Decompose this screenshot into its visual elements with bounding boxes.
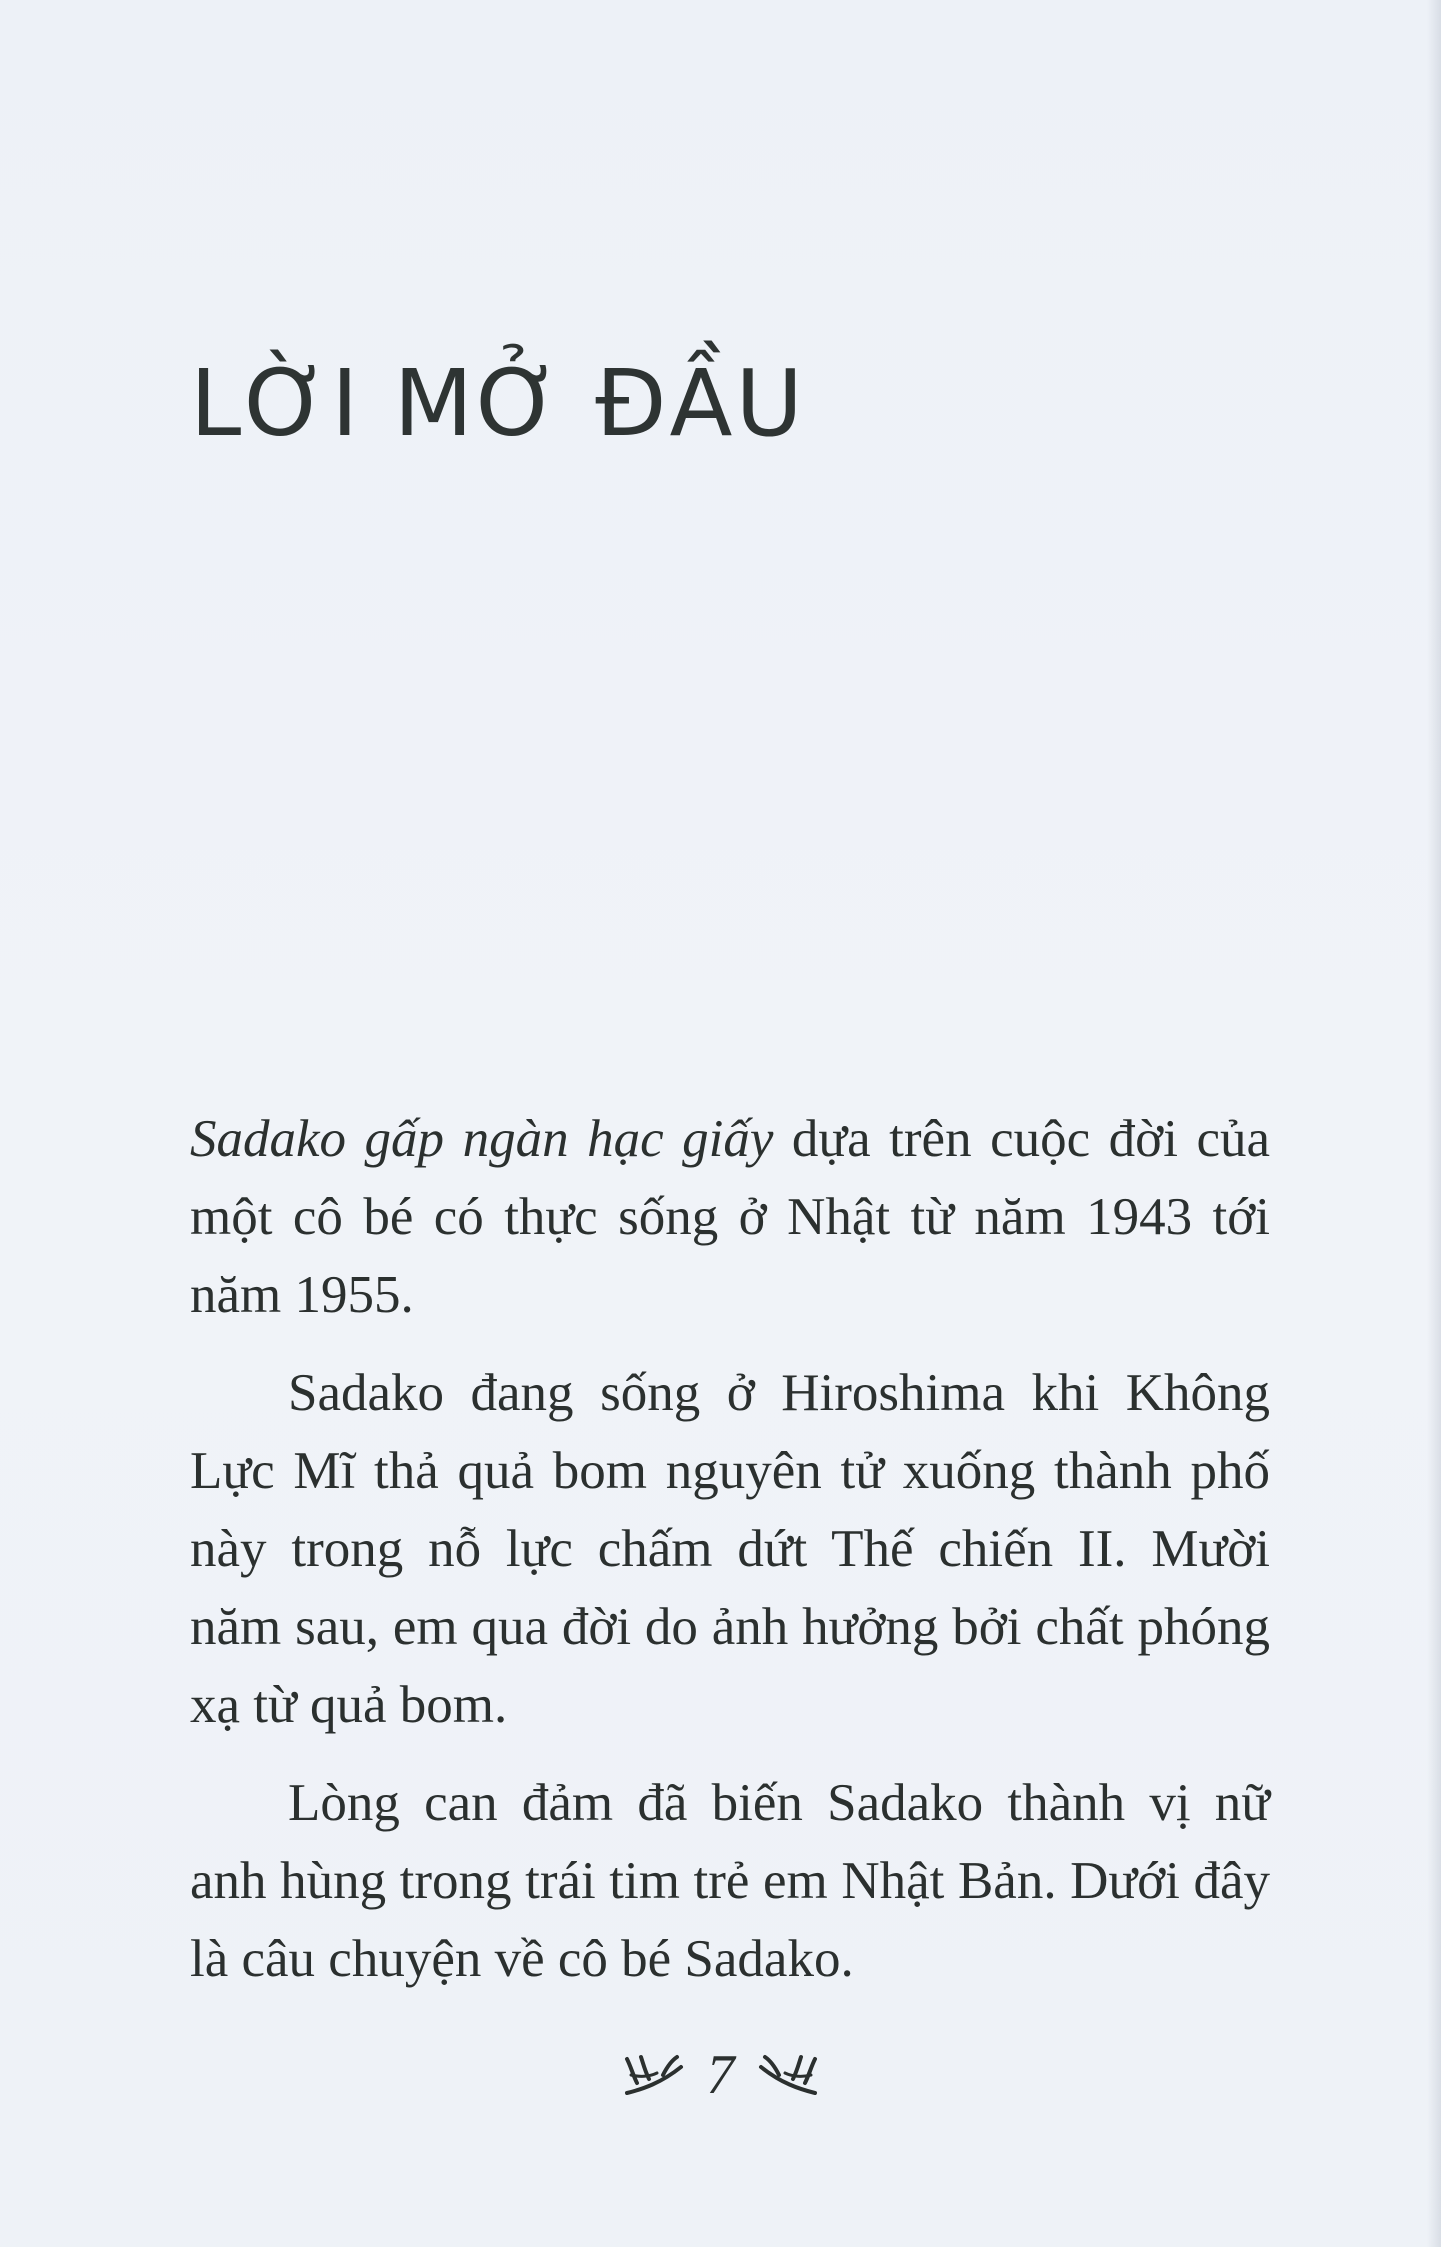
- paragraph-courage: Lòng can đảm đã biến Sadako thành vị nữ anh hùng trong trái tim trẻ em Nhật Bản. Dưới đây là câu chuyện về cô bé Sadako.: [190, 1774, 1270, 1988]
- body-text: [190, 1100, 1270, 2018]
- leaf-ornament-left-icon: [623, 2053, 685, 2097]
- page-footer: [0, 2040, 1441, 2110]
- page-number: 7: [706, 2044, 735, 2106]
- paragraph-hiroshima: Sadako đang sống ở Hiroshima khi Không Lực Mĩ thả quả bom nguyên tử xuống thành phố này trong nỗ lực chấm dứt Thế chiến II. Mười năm sau, em qua đời do ảnh hưởng bởi chất phóng xạ từ quả bom.: [190, 1364, 1270, 1734]
- paragraph-intro-text: dựa trên cuộc đời của một cô bé có thực sống ở Nhật từ năm 1943 tới năm 1955.: [190, 1110, 1270, 1324]
- chapter-title: LỜI MỞ ĐẦU: [190, 350, 806, 457]
- page-edge-shadow: [1427, 0, 1441, 2247]
- leaf-ornament-right-icon: [757, 2053, 819, 2097]
- paragraph-intro: [190, 1100, 1270, 1334]
- book-title-italic: Sadako gấp ngàn hạc giấy: [190, 1110, 774, 1168]
